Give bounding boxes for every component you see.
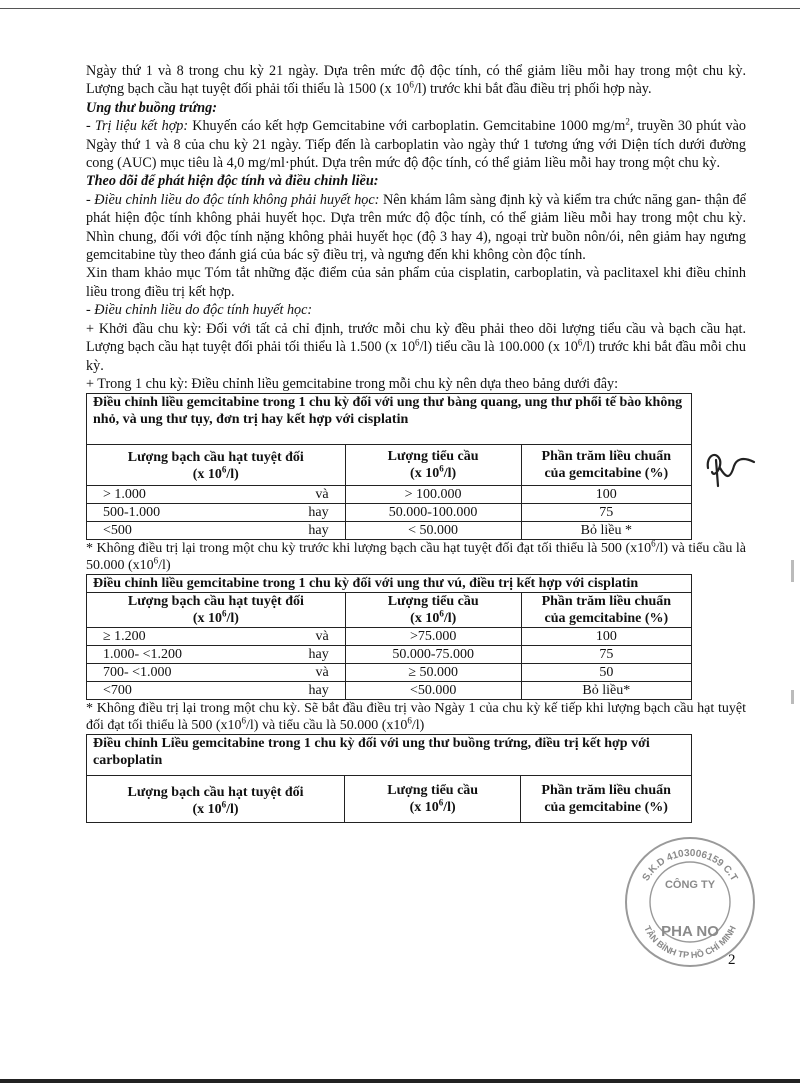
- cell-conj: và: [315, 487, 329, 503]
- header-platelets: Lượng tiểu cầu (x $10^6/l$): [345, 445, 521, 486]
- cell-percent: Bỏ liều*: [521, 682, 691, 700]
- page-number: 2: [728, 952, 736, 968]
- cell-conj: hay: [308, 647, 329, 663]
- bottom-rule: [0, 1079, 800, 1083]
- subheading-hematologic: - Điều chỉnh liều do độc tính huyết học:: [86, 302, 313, 319]
- paragraph-cycle-note: Ngày thứ 1 và 8 trong chu kỳ 21 ngày. Dựa trên mức độ độc tính, có thể giảm liều mỗi hay trong một chu kỳ. Lượng bạch cầu hạt tuyệt đối phải tối thiểu là 1500 (x $10^6/l$) trước khi bắt đầu điều trị phối hợp này.: [86, 63, 746, 98]
- cell-percent: 75: [521, 504, 691, 522]
- cell-percent: 75: [521, 646, 691, 664]
- stamp-line1: CÔNG TY: [664, 879, 716, 891]
- cell-conj: hay: [308, 523, 329, 539]
- header-platelets: Lượng tiểu cầu (x $10^6/l$): [345, 776, 521, 823]
- table-header-row: [87, 445, 692, 486]
- cell-platelets: < 50.000: [345, 522, 521, 540]
- cell-percent: 50: [521, 664, 691, 682]
- cell-platelets: ≥ 50.000: [345, 664, 521, 682]
- table-title-row: [87, 575, 692, 593]
- table1-footnote: * Không điều trị lại trong một chu kỳ trước khi lượng bạch cầu hạt tuyệt đối đạt tối thiểu là 500 $(x10^6/l)$ và tiểu cầu là 50.000 $(x10^6/l)$: [86, 538, 746, 574]
- paragraph-cycle-start: + Khởi đầu chu kỳ: Đối với tất cả chỉ định, trước mỗi chu kỳ đều phải theo dõi lượng tiểu cầu và bạch cầu hạt. Lượng bạch cầu hạt tuyệt đối phải tối thiểu là 1.500 (x $10^6/l$) tiểu cầu là 100.000 (x $10^6/l$) trước khi bắt đầu mỗi chu kỳ.: [86, 320, 746, 374]
- header-anc: Lượng bạch cầu hạt tuyệt đối (x $10^6/l$): [87, 445, 346, 486]
- paragraph-reference: Xin tham khảo mục Tóm tắt những đặc điểm của sản phẩm của cisplatin, carboplatin, và paclitaxel khi điều chỉnh liều trong điều trị kết hợp.: [86, 265, 746, 300]
- cell-percent: 100: [521, 486, 691, 504]
- table-title-row: [87, 394, 692, 445]
- cell-conj: và: [315, 665, 329, 681]
- header-dose-percent: Phần trăm liều chuẩn của gemcitabine (%): [521, 776, 692, 823]
- top-rule: [0, 8, 800, 9]
- table-row: [87, 504, 692, 522]
- table-row: [87, 522, 692, 540]
- scan-edge-mark: [791, 690, 794, 704]
- cell-conj: và: [315, 629, 329, 645]
- heading-toxicity-monitoring: Theo dõi để phát hiện độc tính và điều chỉnh liều:: [86, 173, 379, 190]
- paragraph-non-hematologic: - Điều chỉnh liều do độc tính không phải huyết học: Nên khám lâm sàng định kỳ và kiểm tra chức năng gan- thận để phát hiện độc tính không phải huyết học. Dựa trên mức độ độc tính, có thể giảm liều mỗi hay trong một chu kỳ. Nhìn chung, đối với độc tính nặng không phải huyết học (độ 3 hay 4), ngoại trừ buồn nôn/ói, nên giảm hay ngưng gemcitabine tùy theo đánh giá của bác sỹ điều trị, và ngưng đến khi không còn độc tính.: [86, 191, 746, 264]
- cell-percent: 100: [521, 628, 691, 646]
- stamp-top-text: S.K.D 4103006159 C.T: [640, 847, 740, 884]
- table-row: [87, 646, 692, 664]
- stamp-bottom-text: TÂN BÌNH TP HỒ CHÍ MINH: [642, 924, 738, 961]
- cell-anc: <500: [103, 523, 132, 539]
- cell-platelets: >75.000: [345, 628, 521, 646]
- table-row: [87, 486, 692, 504]
- cell-conj: hay: [308, 683, 329, 699]
- table-title: Điều chỉnh liều gemcitabine trong 1 chu kỳ đối với ung thư bàng quang, ung thư phổi tế bào không nhỏ, và ung thư tụy, đơn trị hay kết hợp với cisplatin: [87, 394, 692, 445]
- table-title: Điều chỉnh Liều gemcitabine trong 1 chu kỳ đối với ung thư buồng trứng, điều trị kết hợp với carboplatin: [87, 735, 692, 776]
- table-bladder-lung-pancreas: [86, 393, 692, 540]
- cell-anc: > 1.000: [103, 487, 146, 503]
- cell-platelets: 50.000-75.000: [345, 646, 521, 664]
- stamp-line2: PHA NO: [661, 923, 719, 940]
- signature-mark: [702, 438, 760, 490]
- company-stamp: [620, 830, 760, 970]
- table-row: [87, 628, 692, 646]
- paragraph-within-cycle: + Trong 1 chu kỳ: Điều chỉnh liều gemcitabine trong mỗi chu kỳ nên dựa theo bảng dưới đây:: [86, 375, 619, 392]
- cell-conj: hay: [308, 505, 329, 521]
- header-platelets: Lượng tiểu cầu (x $10^6/l$): [345, 593, 521, 628]
- cell-platelets: <50.000: [345, 682, 521, 700]
- table-ovarian-cancer: [86, 734, 692, 823]
- table-header-row: [87, 593, 692, 628]
- cell-anc: 500-1.000: [103, 505, 161, 521]
- cell-anc: 700- <1.000: [103, 665, 172, 681]
- page-content: [86, 62, 746, 823]
- table-row: [87, 664, 692, 682]
- table-row: [87, 682, 692, 700]
- header-anc: Lượng bạch cầu hạt tuyệt đối (x $10^6/l$): [87, 593, 346, 628]
- cell-platelets: > 100.000: [345, 486, 521, 504]
- cell-anc: ≥ 1.200: [103, 629, 146, 645]
- header-anc: Lượng bạch cầu hạt tuyệt đối (x $10^6/l$): [87, 776, 345, 823]
- cell-anc: 1.000- <1.200: [103, 647, 183, 663]
- svg-text:S.K.D 4103006159 C.T: [641, 848, 740, 883]
- cell-percent: Bỏ liều *: [521, 522, 691, 540]
- table-header-row: [87, 776, 692, 823]
- table-breast-cancer: [86, 574, 692, 700]
- table2-footnote: * Không điều trị lại trong một chu kỳ. Sẽ bắt đầu điều trị vào Ngày 1 của chu kỳ kế tiếp khi lượng bạch cầu hạt tuyệt đối đạt tối thiểu là 500 $(x10^6/l)$ và tiểu cầu là 50.000 $(x10^6/l)$: [86, 701, 746, 734]
- table-title: Điều chỉnh liều gemcitabine trong 1 chu kỳ đối với ung thư vú, điều trị kết hợp với cisplatin: [87, 575, 692, 593]
- header-dose-percent: Phần trăm liều chuẩn của gemcitabine (%): [521, 593, 691, 628]
- heading-ovarian-cancer: Ung thư buồng trứng:: [86, 99, 217, 116]
- scan-edge-mark: [791, 560, 794, 582]
- cell-platelets: 50.000-100.000: [345, 504, 521, 522]
- header-dose-percent: Phần trăm liều chuẩn của gemcitabine (%): [521, 445, 691, 486]
- paragraph-combination-therapy: - Trị liệu kết hợp: Khuyến cáo kết hợp Gemcitabine với carboplatin. Gemcitabine 1000 $mg/m^2$, truyền 30 phút vào Ngày thứ 1 và 8 của chu kỳ 21 ngày. Tiếp đến là carboplatin vào ngày thứ 1 tương ứng với Diện tích dưới đường cong (AUC) mục tiêu là 4,0 mg/ml·phút. Dựa trên mức độ độc tính, có thể giảm liều mỗi hay trong một chu kỳ.: [86, 116, 746, 172]
- table-title-row: [87, 735, 692, 776]
- cell-anc: <700: [103, 683, 132, 699]
